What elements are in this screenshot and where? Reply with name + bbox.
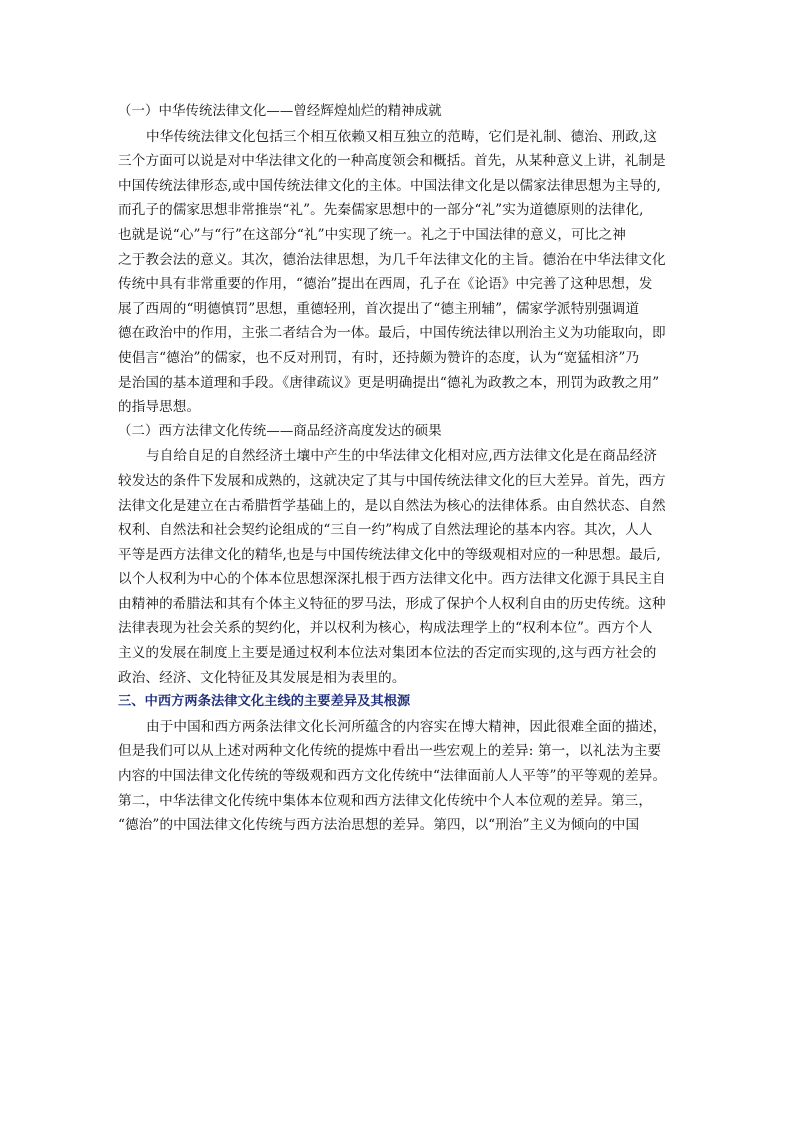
- text-line: 法律表现为社会关系的契约化，并以权利为核心，构成法理学上的“权利本位”。西方个人: [118, 620, 653, 637]
- text-line: 德在政治中的作用，主张二者结合为一体。最后，中国传统法律以刑治主义为功能取向，即: [118, 325, 666, 342]
- text-line: 使倡言“德治”的儒家，也不反对刑罚，有时，还持颇为赞许的态度，认为“宽猛相济”乃: [118, 349, 640, 366]
- text-line: 第二，中华法律文化传统中集体本位观和西方法律文化传统中个人本位观的差异。第三，: [118, 792, 653, 809]
- text-line: 与自给自足的自然经济土壤中产生的中华法律文化相对应,西方法律文化是在商品经济: [146, 448, 658, 465]
- text-line: 也就是说“心”与“行”在这部分“礼”中实现了统一。礼之于中国法律的意义，可比之神: [118, 226, 626, 243]
- text-line: 平等是西方法律文化的精华,也是与中国传统法律文化中的等级观相对应的一种思想。最后,: [118, 546, 661, 563]
- text-line: 但是我们可以从上述对两种文化传统的提炼中看出一些宏观上的差异: 第一，以礼法为主要: [118, 743, 662, 760]
- text-line: 中国传统法律形态,或中国传统法律文化的主体。中国法律文化是以儒家法律思想为主导的,: [118, 177, 661, 194]
- text-line: 中华传统法律文化包括三个相互依赖又相互独立的范畴，它们是礼制、德治、刑政,这: [146, 128, 658, 145]
- subheading-western-tradition: （二）西方法律文化传统——商品经济高度发达的硕果: [118, 423, 442, 439]
- paragraph-differences: [118, 715, 678, 838]
- text-line: 政治、经济、文化特征及其发展是相为表里的。: [118, 669, 406, 686]
- paragraph-western-tradition: [118, 444, 678, 690]
- document-body: [118, 100, 678, 838]
- text-line: 主义的发展在制度上主要是通过权利本位法对集团本位法的否定而实现的,这与西方社会的: [118, 645, 657, 662]
- paragraph-chinese-tradition: [118, 125, 678, 420]
- text-line: 以个人权利为中心的个体本位思想深深扎根于西方法律文化中。西方法律文化源于具民主自: [118, 571, 666, 588]
- text-line: 内容的中国法律文化传统的等级观和西方文化传统中“法律面前人人平等”的平等观的差异。: [118, 768, 667, 785]
- text-line: 是治国的基本道理和手段。《唐律疏议》更是明确提出“德礼为政教之本，刑罚为政教之用”: [118, 374, 660, 391]
- text-line: 展了西周的“明德慎罚”思想，重德轻刑，首次提出了“德主刑辅”，儒家学派特别强调道: [118, 300, 640, 317]
- subheading-chinese-tradition: （一）中华传统法律文化——曾经辉煌灿烂的精神成就: [118, 104, 442, 119]
- text-line: “德治”的中国法律文化传统与西方法治思想的差异。第四，以“刑治”主义为倾向的中国: [118, 817, 640, 834]
- text-line: 权利、自然法和社会契约论组成的“三自一约”构成了自然法理论的基本内容。其次，人人: [118, 522, 653, 539]
- text-line: 之于教会法的意义。其次，德治法律思想，为几千年法律文化的主旨。德治在中华法律文化: [118, 251, 666, 268]
- text-line: 较发达的条件下发展和成熟的，这就决定了其与中国传统法律文化的巨大差异。首先，西方: [118, 472, 666, 489]
- section-heading-differences: 三、中西方两条法律文化主线的主要差异及其根源: [118, 694, 411, 710]
- text-line: 三个方面可以说是对中华法律文化的一种高度领会和概括。首先，从某种意义上讲，礼制是: [118, 153, 666, 170]
- text-line: 由精神的希腊法和其有个体主义特征的罗马法，形成了保护个人权利自由的历史传统。这种: [118, 595, 666, 612]
- text-line: 传统中具有非常重要的作用，“德治”提出在西周，孔子在《论语》中完善了这种思想，发: [118, 276, 653, 293]
- text-line: 的指导思想。: [118, 399, 201, 416]
- text-line: 法律文化是建立在古希腊哲学基础上的，是以自然法为核心的法律体系。由自然状态、自然: [118, 497, 666, 514]
- text-line: 由于中国和西方两条法律文化长河所蕴含的内容实在博大精神，因此很难全面的描述，: [146, 718, 667, 735]
- text-line: 而孔子的儒家思想非常推崇“礼”。先秦儒家思想中的一部分“礼”实为道德原则的法律化,: [118, 202, 644, 219]
